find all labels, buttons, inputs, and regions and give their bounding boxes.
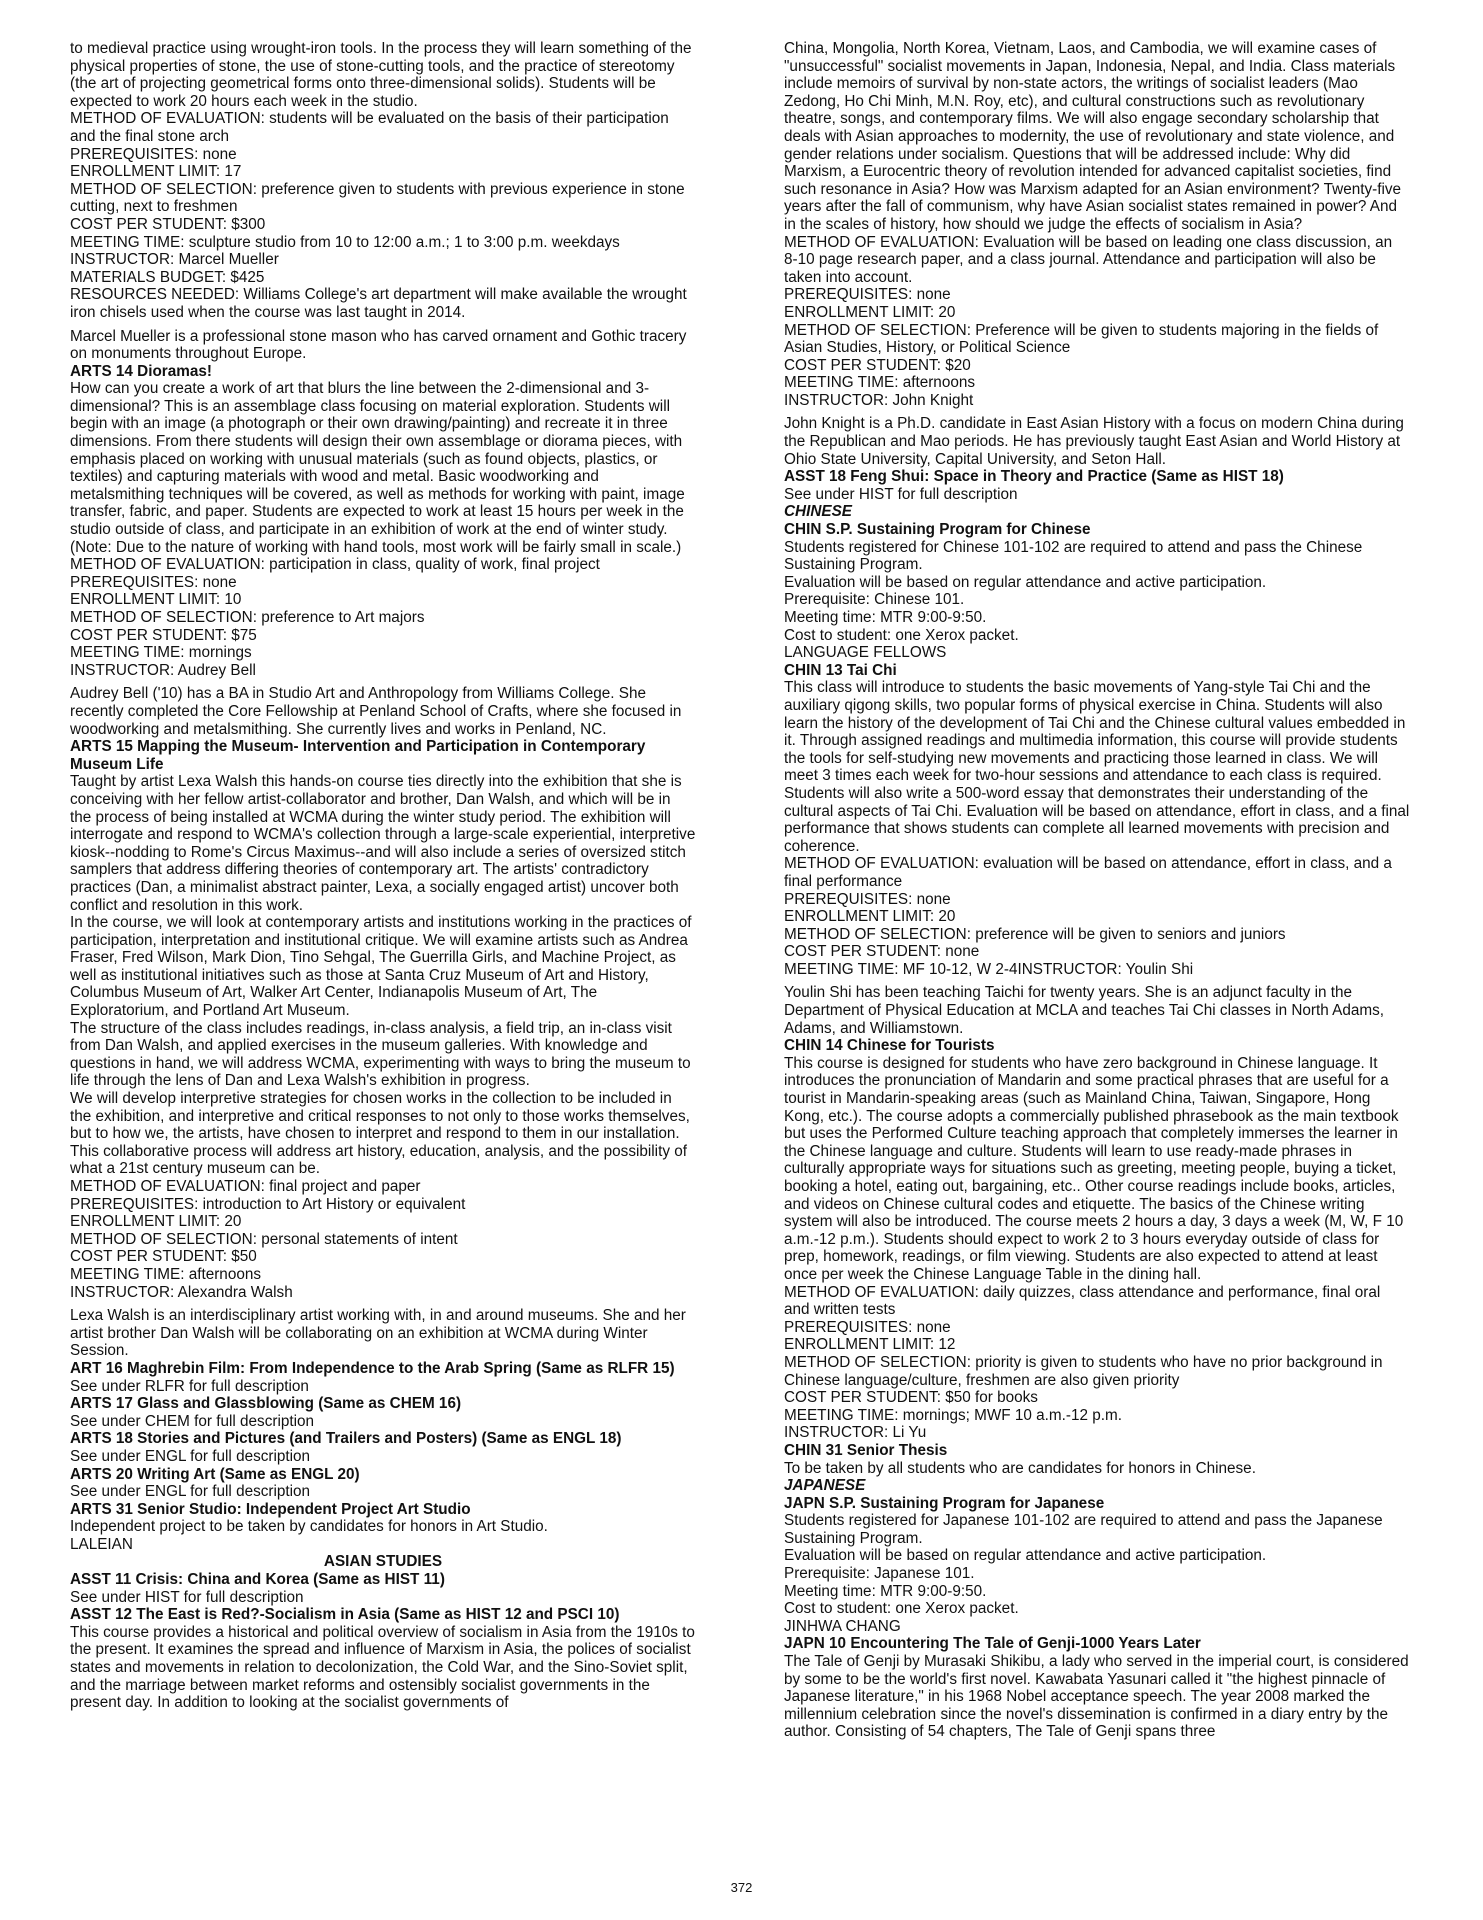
course-description: How can you create a work of art that blurs the line between the 2-dimensional and 3-dimensional? This is an assemblage class focusing on material exploration. Students will begin with an image (a photograph or their own drawing/painting) and recreate it in three dimensions. From there students will design their own assemblage or diorama pieces, with emphasis placed on working with unusual materials (such as found objects, plastics, or textiles) and capturing materials with wood and metal. Basic woodworking and metalsmithing techniques will be covered, as well as methods for working with paint, image transfer, fabric, and paper. Students are expected to work at least 15 hours per week in the studio outside of class, and participate in an exhibition of work at the end of winter study. <box>70 380 685 539</box>
meeting-time: MEETING TIME: MF 10-12, W 2-4INSTRUCTOR: Youlin Shi <box>784 960 1194 978</box>
evaluation: Evaluation will be based on regular attendance and active participation. <box>784 573 1267 591</box>
course-description: Students registered for Chinese 101-102 are required to attend and pass the Chinese Sustaining Program. <box>784 538 1363 574</box>
selection: METHOD OF SELECTION: preference to Art majors <box>70 609 425 626</box>
course-description: Students registered for Japanese 101-102 are required to attend and pass the Japanese Sustaining Program. <box>784 1512 1383 1547</box>
meeting-time: MEETING TIME: afternoons <box>784 374 975 392</box>
cost: COST PER STUDENT: $20 <box>784 356 971 374</box>
meeting-time: Meeting time: MTR 9:00-9:50. <box>784 609 987 626</box>
course-description: Taught by artist Lexa Walsh this hands-on course ties directly into the exhibition that she is conceiving with her fellow artist-collaborator and brother, Dan Walsh, and which will be in the process of being installed at WCMA during the winter study period. The exhibition will interrogate and respond to WCMA's collection through a large-scale experiential, interpretive kiosk--nodding to Rome's Circus Maximus--and will also include a series of oversized stitch samplers that address differing theories of contemporary art. The artists' contradictory practices (Dan, a minimalist abstract painter, Lexa, a socially engaged artist) uncover both conflict and resolution in this work. <box>70 773 696 914</box>
course-description: This course provides a historical and political overview of socialism in Asia from the 1910s to the present. It examines the spread and influence of Marxism in Asia, the polices of socialist states and movements in relation to decolonization, the Cold War, and the Sino-Soviet split, and the marriage between market reforms and ostensibly socialist governments in the present day. In addition to looking at the socialist governments of <box>70 1623 695 1712</box>
course-title-chin13: CHIN 13 Tai Chi <box>784 661 897 679</box>
prerequisites: PREREQUISITES: none <box>70 573 237 591</box>
paragraph: to medieval practice using wrought-iron tools. In the process they will learn something of the physical properties of stone, the use of stone-cutting tools, and the practice of stereotomy (the art of projecting geometrical forms onto three-dimensional solids). Students will be expected to work 20 hours each week in the studio. <box>70 40 692 110</box>
course-description: The structure of the class includes readings, in-class analysis, a field trip, an in-class visit from Dan Walsh, and applied exercises in the museum galleries. With knowledge and questions in hand, we will address WCMA, experimenting with ways to bring the museum to life through the lens of Dan and Lexa Walsh's exhibition in progress. <box>70 1019 691 1090</box>
course-title-arts31: ARTS 31 Senior Studio: Independent Project Art Studio <box>70 1500 471 1518</box>
course-title-arts20: ARTS 20 Writing Art (Same as ENGL 20) <box>70 1465 360 1483</box>
prerequisites: Prerequisite: Chinese 101. <box>784 591 965 609</box>
prerequisites: Prerequisite: Japanese 101. <box>784 1565 975 1583</box>
course-description: Independent project to be taken by candidates for honors in Art Studio. <box>70 1518 548 1536</box>
enrollment-limit: ENROLLMENT LIMIT: 20 <box>784 908 956 926</box>
instructor-bio: Marcel Mueller is a professional stone mason who has carved ornament and Gothic tracery on monuments throughout Europe. <box>70 327 687 363</box>
prerequisites: PREREQUISITES: introduction to Art History or equivalent <box>70 1195 466 1213</box>
course-title-asst11: ASST 11 Crisis: China and Korea (Same as HIST 11) <box>70 1571 445 1589</box>
meeting-time: MEETING TIME: afternoons <box>70 1265 261 1283</box>
course-title-art16: ART 16 Maghrebin Film: From Independence to the Arab Spring (Same as RLFR 15) <box>70 1359 675 1377</box>
cross-reference: See under ENGL for full description <box>70 1483 311 1501</box>
instructor-bio: Lexa Walsh is an interdisciplinary artist working with, in and around museums. She and her artist brother Dan Walsh will be collaborating on an exhibition at WCMA during Winter Session. <box>70 1307 686 1360</box>
cross-reference: See under ENGL for full description <box>70 1447 311 1465</box>
course-title-japn-sp: JAPN S.P. Sustaining Program for Japanese <box>784 1494 1105 1512</box>
instructor: INSTRUCTOR: Li Yu <box>784 1424 927 1442</box>
course-description: This class will introduce to students the basic movements of Yang-style Tai Chi and the auxiliary qigong skills, two popular forms of physical exercise in China. Students will also learn the history of the development of Tai Chi and the Chinese cultural values embedded in it. Through assigned readings and multimedia information, this course will provide students the tools for self-studying new movements and practicing those learned in class. We will meet 3 times each week for two-hour sessions and attendance to each class is required. Students will also write a 500-word essay that demonstrates their understanding of the cultural aspects of Tai Chi. Evaluation will be based on attendance, effort in class, and a final performance that shows students can complete all learned movements with precision and coherence. <box>784 679 1410 855</box>
course-title-arts18: ARTS 18 Stories and Pictures (and Trailers and Posters) (Same as ENGL 18) <box>70 1430 622 1448</box>
department-heading-asian-studies: ASIAN STUDIES <box>323 1553 443 1571</box>
prerequisites: PREREQUISITES: none <box>784 890 951 908</box>
selection: METHOD OF SELECTION: Preference will be given to students majoring in the fields of Asian Studies, History, or Political Science <box>784 321 1379 357</box>
evaluation: METHOD OF EVALUATION: participation in class, quality of work, final project <box>70 556 600 574</box>
course-title-asst18: ASST 18 Feng Shui: Space in Theory and Practice (Same as HIST 18) <box>784 468 1284 486</box>
prerequisites: PREREQUISITES: none <box>784 286 951 304</box>
instructor-bio: John Knight is a Ph.D. candidate in East Asian History with a focus on modern China during the Republican and Mao periods. He has previously taught East Asian and World History at Ohio State University, Capital University, and Seton Hall. <box>784 415 1404 468</box>
instructor: INSTRUCTOR: Audrey Bell <box>70 661 256 679</box>
enrollment-limit: ENROLLMENT LIMIT: 12 <box>784 1336 956 1354</box>
instructor: INSTRUCTOR: Marcel Mueller <box>70 251 279 269</box>
evaluation: METHOD OF EVALUATION: final project and paper <box>70 1178 421 1195</box>
cross-reference: See under RLFR for full description <box>70 1377 309 1395</box>
course-note: (Note: Due to the nature of working with hand tools, most work will be fairly small in scale.) <box>70 538 682 556</box>
selection: METHOD OF SELECTION: priority is given to students who have no prior background in Chinese language/culture, freshmen are also given priority <box>784 1353 1383 1389</box>
evaluation: Evaluation will be based on regular attendance and active participation. <box>784 1547 1267 1565</box>
evaluation: METHOD OF EVALUATION: students will be evaluated on the basis of their participation and the final stone arch <box>70 110 669 145</box>
cross-reference: See under HIST for full description <box>784 485 1018 503</box>
selection: METHOD OF SELECTION: preference given to students with previous experience in stone cutting, next to freshmen <box>70 180 685 216</box>
cost: COST PER STUDENT: $50 <box>70 1248 257 1266</box>
course-description: To be taken by all students who are candidates for honors in Chinese. <box>784 1459 1256 1477</box>
course-description: This course is designed for students who have zero background in Chinese language. It introduces the pronunciation of Mandarin and some practical phrases that are useful for a tourist in Mandarin-speaking areas (such as Mainland China, Taiwan, Singapore, Hong Kong, etc.). The course adopts a commercially published phrasebook as the main textbook but uses the Performed Culture teaching approach that completely immerses the learner in the Chinese language and culture. Students will learn to use ready-made phrases in culturally appropriate ways for situations such as greeting, meeting people, buying a ticket, booking a hotel, eating out, bargaining, etc.. Other course readings include books, articles, and videos on Chinese cultural codes and etiquette. The basics of the Chinese writing system will also be introduced. The course meets 2 hours a day, 3 days a week (M, W, F 10 a.m.-12 p.m.). Students should expect to work 2 to 3 hours everyday outside of class for prep, homework, readings, or film viewing. Students are also expected to attend at least once per week the Chinese Language Table in the dining hall. <box>784 1054 1404 1283</box>
section-heading-chinese: CHINESE <box>784 503 852 521</box>
evaluation: METHOD OF EVALUATION: evaluation will be based on attendance, effort in class, and a final performance <box>784 855 1392 890</box>
selection: METHOD OF SELECTION: preference will be given to seniors and juniors <box>784 925 1286 943</box>
evaluation: METHOD OF EVALUATION: Evaluation will be based on leading one class discussion, an 8-10 page research paper, and a class journal. Attendance and participation will also be taken into account. <box>784 233 1393 286</box>
cost: COST PER STUDENT: $50 for books <box>784 1389 1038 1407</box>
resources-needed: RESOURCES NEEDED: Williams College's art department will make available the wrought iron chisels used when the course was last taught in 2014. <box>70 286 687 321</box>
cross-reference: See under HIST for full description <box>70 1588 304 1606</box>
instructor-bio: Youlin Shi has been teaching Taichi for twenty years. She is an adjunct faculty in the Department of Physical Education at MCLA and teaches Tai Chi classes in North Adams, Adams, and Williamstown. <box>784 984 1384 1037</box>
course-title-asst12: ASST 12 The East is Red?-Socialism in Asia (Same as HIST 12 and PSCI 10) <box>70 1606 620 1624</box>
course-title-chin31: CHIN 31 Senior Thesis <box>784 1441 948 1459</box>
instructor: LALEIAN <box>70 1535 133 1553</box>
meeting-time: MEETING TIME: mornings <box>70 644 252 662</box>
enrollment-limit: ENROLLMENT LIMIT: 17 <box>70 163 242 181</box>
instructor: INSTRUCTOR: Alexandra Walsh <box>70 1283 293 1301</box>
course-title-chin-sp: CHIN S.P. Sustaining Program for Chinese <box>784 521 1091 539</box>
instructor-bio: Audrey Bell ('10) has a BA in Studio Art and Anthropology from Williams College. She recently completed the Core Fellowship at Penland School of Crafts, where she focused in woodworking and metalsmithing. She currently lives and works in Penland, NC. <box>70 685 682 738</box>
course-description: The Tale of Genji by Murasaki Shikibu, a lady who served in the imperial court, is considered by some to be the world's first novel. Kawabata Yasunari called it "the highest pinnacle of Japanese literature," in his 1968 Nobel acceptance speech. The year 2008 marked the millennium celebration since the novel's dissemination is confirmed in a diary entry by the author. Consisting of 54 chapters, The Tale of Genji spans three <box>784 1653 1409 1741</box>
stone-course-details <box>70 40 696 322</box>
prerequisites: PREREQUISITES: none <box>784 1318 951 1336</box>
evaluation: METHOD OF EVALUATION: daily quizzes, class attendance and performance, final oral and written tests <box>784 1283 1381 1319</box>
instructor: JINHWA CHANG <box>784 1617 901 1635</box>
cost: COST PER STUDENT: $300 <box>70 215 266 233</box>
cross-reference: See under CHEM for full description <box>70 1412 315 1430</box>
meeting-time: MEETING TIME: mornings; MWF 10 a.m.-12 p.m. <box>784 1406 1123 1424</box>
enrollment-limit: ENROLLMENT LIMIT: 20 <box>70 1213 242 1231</box>
course-description: In the course, we will look at contemporary artists and institutions working in the practices of participation, interpretation and institutional critique. We will examine artists such as Andrea Fraser, Fred Wilson, Mark Dion, Tino Sehgal, The Guerrilla Girls, and Machine Project, as well as institutional initiatives such as those at Santa Cruz Museum of Art and History, Columbus Museum of Art, Walker Art Center, Indianapolis Museum of Art, The Exploratorium, and Portland Art Museum. <box>70 914 692 1020</box>
enrollment-limit: ENROLLMENT LIMIT: 20 <box>784 303 956 321</box>
cost: COST PER STUDENT: $75 <box>70 626 257 644</box>
materials-budget: MATERIALS BUDGET: $425 <box>70 268 265 286</box>
course-title-chin14: CHIN 14 Chinese for Tourists <box>784 1037 995 1055</box>
section-heading-japanese: JAPANESE <box>784 1477 866 1495</box>
course-description: China, Mongolia, North Korea, Vietnam, Laos, and Cambodia, we will examine cases of "unsuccessful" socialist movements in Japan, Indonesia, Nepal, and India. Class materials include memoirs of survival by non-state actors, the writings of socialist leaders (Mao Zedong, Ho Chi Minh, M.N. Roy, etc), and cultural constructions such as revolutionary theatre, songs, and contemporary films. We will also engage secondary scholarship that deals with Asian approaches to modernity, the use of revolutionary and state violence, and gender relations under socialism. Questions that will be addressed include: Why did Marxism, a Eurocentric theory of revolution intended for advanced capitalist societies, find such resonance in Asia? How was Marxism adapted for an Asian environment? Twenty-five years after the fall of communism, why have Asian socialist states remained in power? And in the scales of history, how should we judge the effects of socialism in Asia? <box>784 40 1402 233</box>
prerequisites: PREREQUISITES: none <box>70 145 237 163</box>
meeting-time: MEETING TIME: sculpture studio from 10 to 12:00 a.m.; 1 to 3:00 p.m. weekdays <box>70 233 620 251</box>
meeting-time: Meeting time: MTR 9:00-9:50. <box>784 1582 987 1600</box>
course-description: We will develop interpretive strategies for chosen works in the collection to be included in the exhibition, and interpretive and critical responses to not only to those works themselves, but to how we, the artists, have chosen to interpret and respond to them in our installation. This collaborative process will address art history, education, analysis, and the possibility of what a 21st century museum can be. <box>70 1090 690 1178</box>
course-title-arts14: ARTS 14 Dioramas! <box>70 362 212 380</box>
course-title-japn10: JAPN 10 Encountering The Tale of Genji-1000 Years Later <box>784 1635 1201 1653</box>
instructor: INSTRUCTOR: John Knight <box>784 391 974 409</box>
cost: Cost to student: one Xerox packet. <box>784 1600 1019 1618</box>
cost: Cost to student: one Xerox packet. <box>784 626 1019 644</box>
instructor: LANGUAGE FELLOWS <box>784 644 947 662</box>
cost: COST PER STUDENT: none <box>784 943 980 961</box>
course-title-arts15: ARTS 15 Mapping the Museum- Intervention and Participation in Contemporary Museum Life <box>70 738 646 773</box>
page-number: 372 <box>730 1880 753 1895</box>
right-column <box>784 40 1410 1741</box>
selection: METHOD OF SELECTION: personal statements of intent <box>70 1230 458 1248</box>
enrollment-limit: ENROLLMENT LIMIT: 10 <box>70 591 242 609</box>
course-title-arts17: ARTS 17 Glass and Glassblowing (Same as CHEM 16) <box>70 1395 462 1413</box>
left-column <box>70 40 696 1712</box>
